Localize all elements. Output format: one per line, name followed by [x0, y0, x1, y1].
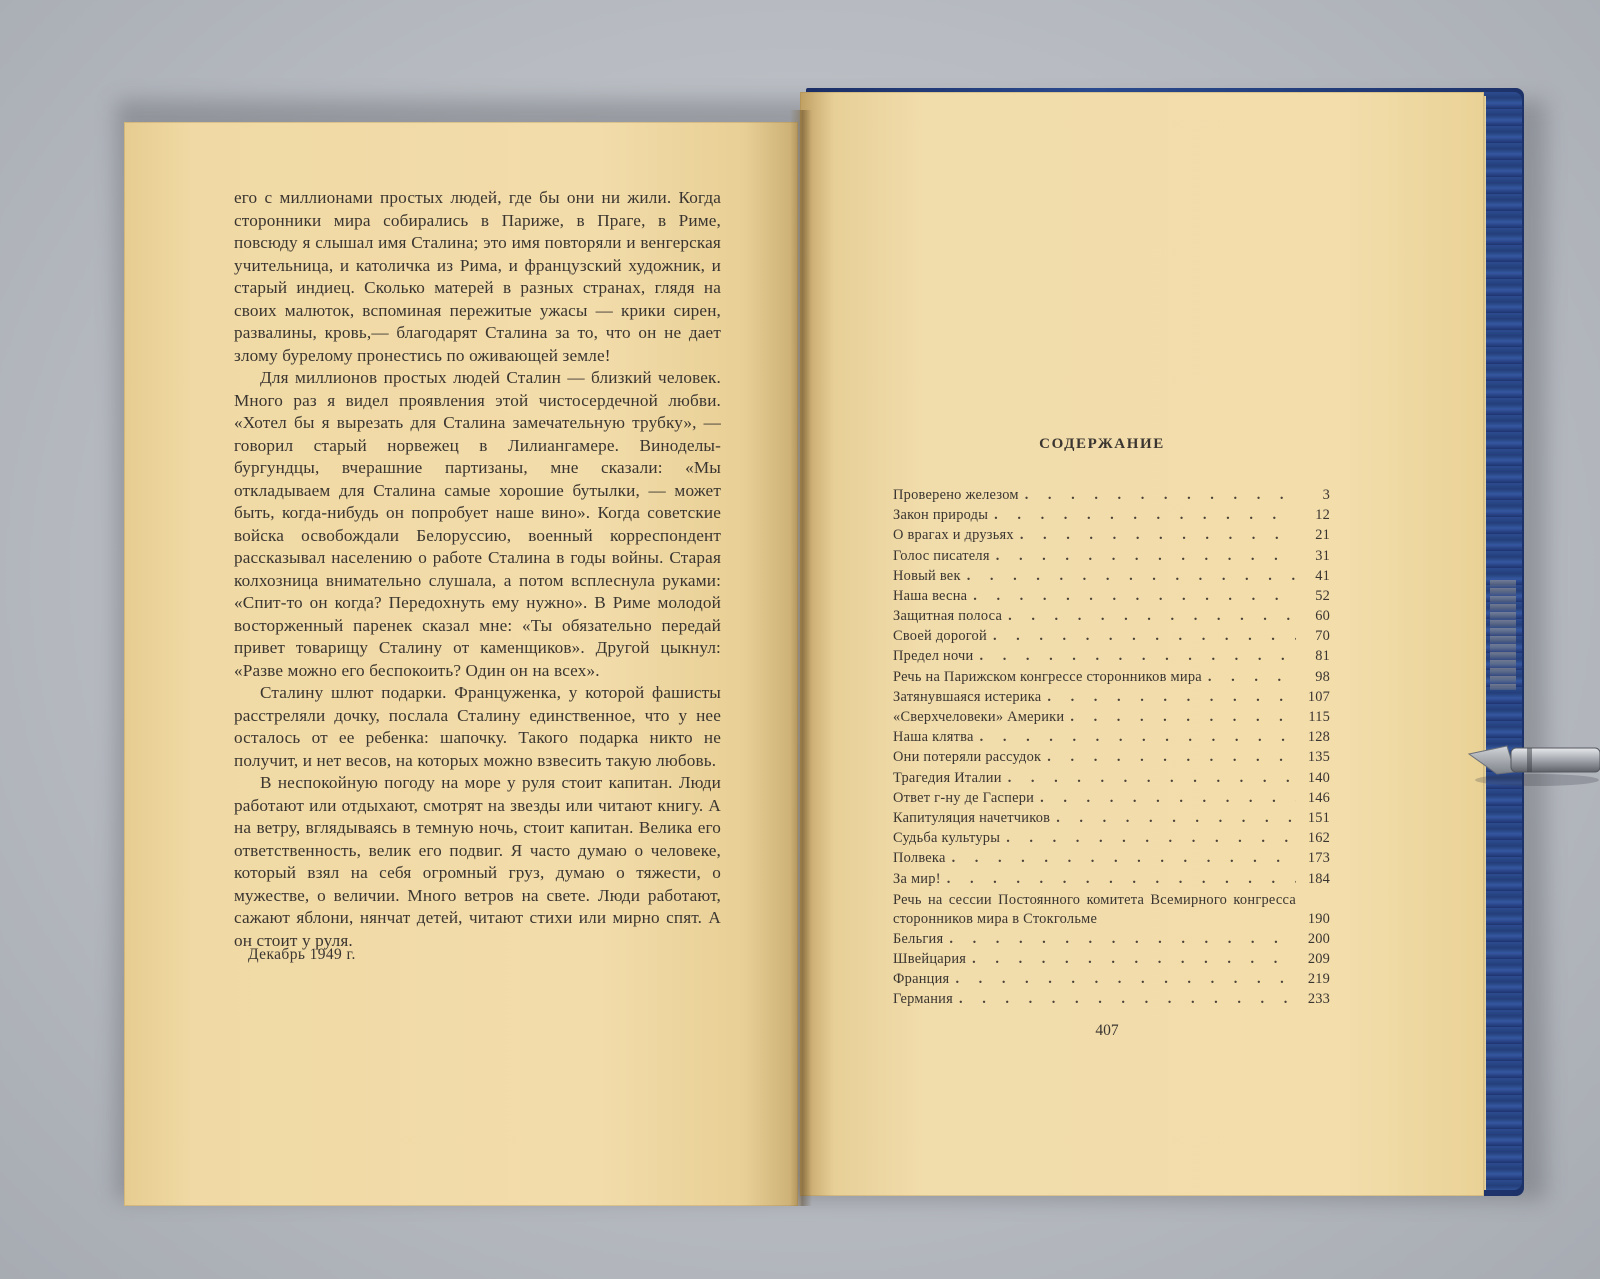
toc-entry-title: Полвека [893, 850, 946, 867]
toc-leader [974, 727, 1296, 747]
toc-entry [893, 566, 1330, 586]
toc-entry-page: 52 [1315, 587, 1330, 604]
toc-entry-title: Новый век [893, 567, 961, 584]
toc-entry [893, 707, 1330, 727]
toc-entry-page: 135 [1307, 749, 1330, 766]
toc-entry [893, 647, 1330, 667]
toc-entry-page: 184 [1307, 870, 1330, 887]
toc-entry [893, 687, 1330, 707]
toc-entry [893, 768, 1330, 788]
book-gutter [790, 110, 812, 1206]
toc-leader [946, 848, 1296, 868]
toc-entry-title: Трагедия Италии [893, 769, 1002, 786]
toc-entry-page: 173 [1307, 850, 1330, 867]
toc-entry [893, 989, 1330, 1009]
toc-leader [953, 989, 1296, 1009]
toc-entry-title: Бельгия [893, 930, 944, 947]
toc-entry-page: 31 [1315, 547, 1330, 564]
toc-entry-page: 140 [1307, 769, 1330, 786]
toc-entry-title: Проверено железом [893, 486, 1019, 503]
toc-entry-title: Наша клятва [893, 729, 974, 746]
toc-entry [893, 727, 1330, 747]
toc-entry [893, 869, 1330, 889]
toc-leader [1064, 707, 1296, 727]
toc-entry [893, 929, 1330, 949]
toc-entry-title: Голос писателя [893, 547, 990, 564]
toc-leader [961, 566, 1296, 586]
date-line: Декабрь 1949 г. [248, 946, 356, 963]
toc-entry-page: 190 [1307, 910, 1330, 927]
toc-entry [893, 606, 1330, 626]
toc-entry-page: 233 [1307, 991, 1330, 1008]
toc-leader [1002, 768, 1296, 788]
toc-entry-page: 115 [1308, 709, 1330, 726]
toc-leader [966, 949, 1296, 969]
toc-leader [1034, 788, 1296, 808]
toc-entry-page: 3 [1322, 486, 1330, 503]
toc-entry-page: 151 [1307, 809, 1330, 826]
toc-leader [1202, 667, 1296, 687]
toc-entry-title: Франция [893, 971, 950, 988]
toc-entry-title: О врагах и друзьях [893, 527, 1014, 544]
toc-leader [1002, 606, 1296, 626]
toc-leader [943, 929, 1296, 949]
paragraph: Сталину шлют подарки. Француженка, у которой фашисты расстреляли дочку, послала Сталину единственное, что у нее осталось от ее ребенка: шапочку. Такого подарка никто не получит, и нет весов, на которых можно взвесить такую любовь. [234, 683, 721, 770]
pen-icon [1467, 742, 1600, 790]
toc-entry [893, 949, 1330, 969]
toc-leader [974, 646, 1297, 666]
toc-entry [893, 828, 1330, 848]
toc-entry-page: 107 [1307, 688, 1330, 705]
toc-entry-page: 98 [1315, 668, 1330, 685]
toc-entry-title: «Сверхчеловеки» Америки [893, 709, 1065, 726]
toc-entry-title: Предел ночи [893, 648, 974, 665]
paragraph: Для миллионов простых людей Сталин — близкий человек. Много раз я видел проявления этой чистосердечной любви. «Хотел бы я вырезать для Сталина замечательную трубку», — говорил старый норвежец в Лилиангамере. Виноделы-бургундцы, вчерашние партизаны, мне сказали: «Мы откладываем для Сталина самые хорошие бутылки, — может быть, когда-нибудь он попробует наше вино». Когда советские войска освобождали Белоруссию, военный корреспондент рассказывал населению о работе Сталина в годы войны. Старая колхозница внимательно слушала, а потом всплеснула руками: «Спит-то он когда? Передохнуть ему нужно». В Риме молодой восторженный паренек сказал мне: «Ты обязательно передай привет товарищу Сталину от каменщиков». Другой цыкнул: «Разве можно его беспокоить? Один он на всех». [234, 368, 721, 680]
toc-entry-page: 209 [1307, 950, 1330, 967]
toc-entry-page: 162 [1307, 830, 1330, 847]
toc-entry [893, 485, 1330, 505]
toc-entry-title: Закон природы [893, 507, 989, 524]
toc-entry-title: Защитная полоса [893, 608, 1003, 625]
toc-leader [987, 626, 1296, 646]
toc-entry [893, 525, 1330, 545]
toc-entry-title: Германия [893, 991, 954, 1008]
toc-entry-page: 70 [1315, 628, 1330, 645]
toc-entry [893, 848, 1330, 868]
toc-leader [949, 969, 1296, 989]
toc-entry [893, 586, 1330, 606]
toc-entry-page: 81 [1315, 648, 1330, 665]
toc-leader [1041, 687, 1296, 707]
toc-leader [990, 546, 1296, 566]
toc-entry-title: Наша весна [893, 587, 968, 604]
toc-entry-title: Судьба культуры [893, 830, 1001, 847]
table-of-contents [893, 485, 1330, 1010]
toc-leader [1050, 808, 1296, 828]
toc-entry-page: 41 [1315, 567, 1330, 584]
toc-entry [893, 969, 1330, 989]
toc-entry-title: Речь на сессии Постоянного комитета Всемирного конгресса сторонников мира в Стокгольме [893, 891, 1296, 927]
toc-leader [988, 505, 1296, 525]
toc-entry-title: Они потеряли рассудок [893, 749, 1042, 766]
paragraph: В неспокойную погоду на море у руля стоит капитан. Люди работают или отдыхают, смотрят на звезды или читают книгу. А на ветру, вглядываясь в темную ночь, стоит капитан. Велика его ответственность, велик его подвиг. Я часто думаю о человеке, который взял на себя огромный груз, думаю о тяжести, о мужестве, о величии. Много ветров на свете. Люди работают, сажают яблони, нянчат детей, читают стихи или мирно спят. А он стоит у руля. [234, 773, 721, 950]
cover-fray [1490, 580, 1516, 690]
toc-entry-page: 60 [1315, 608, 1330, 625]
toc-entry [893, 505, 1330, 525]
toc-entry-page: 146 [1307, 789, 1330, 806]
toc-entry-title: Затянувшаяся истерика [893, 688, 1042, 705]
toc-entry-title: За мир! [893, 870, 941, 887]
toc-entry-page: 200 [1307, 930, 1330, 947]
paragraph: его с миллионами простых людей, где бы они ни жили. Когда сторонники мира собирались в Париже, в Праге, в Риме, повсюду я слышал имя Сталина; это имя повторяли и венгерская учительница, и католичка из Рима, и французский художник, и старый индиец. Сколько матерей в разных странах, глядя на своих малюток, вспоминая пережитые ужасы — крики сирен, развалины, кровь,— благодарят Сталина за то, что он не дает злому бурелому пронестись по оживающей земле! [234, 188, 721, 365]
toc-leader [1014, 525, 1296, 545]
toc-entry-title: Речь на Парижском конгрессе сторонников мира [893, 668, 1202, 685]
toc-leader [1041, 747, 1296, 767]
toc-leader [941, 869, 1296, 889]
toc-entry [893, 788, 1330, 808]
toc-entry-page: 21 [1315, 527, 1330, 544]
toc-entry-title: Ответ г-ну де Гаспери [893, 789, 1035, 806]
toc-leader [1000, 828, 1296, 848]
toc-entry [893, 747, 1330, 767]
toc-entry [893, 808, 1330, 828]
toc-entry-title: Швейцария [893, 950, 967, 967]
toc-entry-title: Капитуляция начетчиков [893, 809, 1051, 826]
toc-entry [893, 667, 1330, 687]
toc-entry-page: 12 [1315, 507, 1330, 524]
toc-entry [893, 889, 1330, 929]
left-page-body [234, 187, 721, 952]
toc-entry-title: Своей дорогой [893, 628, 987, 645]
toc-title: СОДЕРЖАНИЕ [1039, 436, 1165, 452]
toc-leader [1019, 485, 1296, 505]
toc-entry-page: 128 [1307, 729, 1330, 746]
toc-entry [893, 546, 1330, 566]
toc-entry [893, 626, 1330, 646]
toc-leader [967, 586, 1296, 606]
toc-entry-page: 219 [1307, 971, 1330, 988]
page-number: 407 [1095, 1022, 1119, 1039]
